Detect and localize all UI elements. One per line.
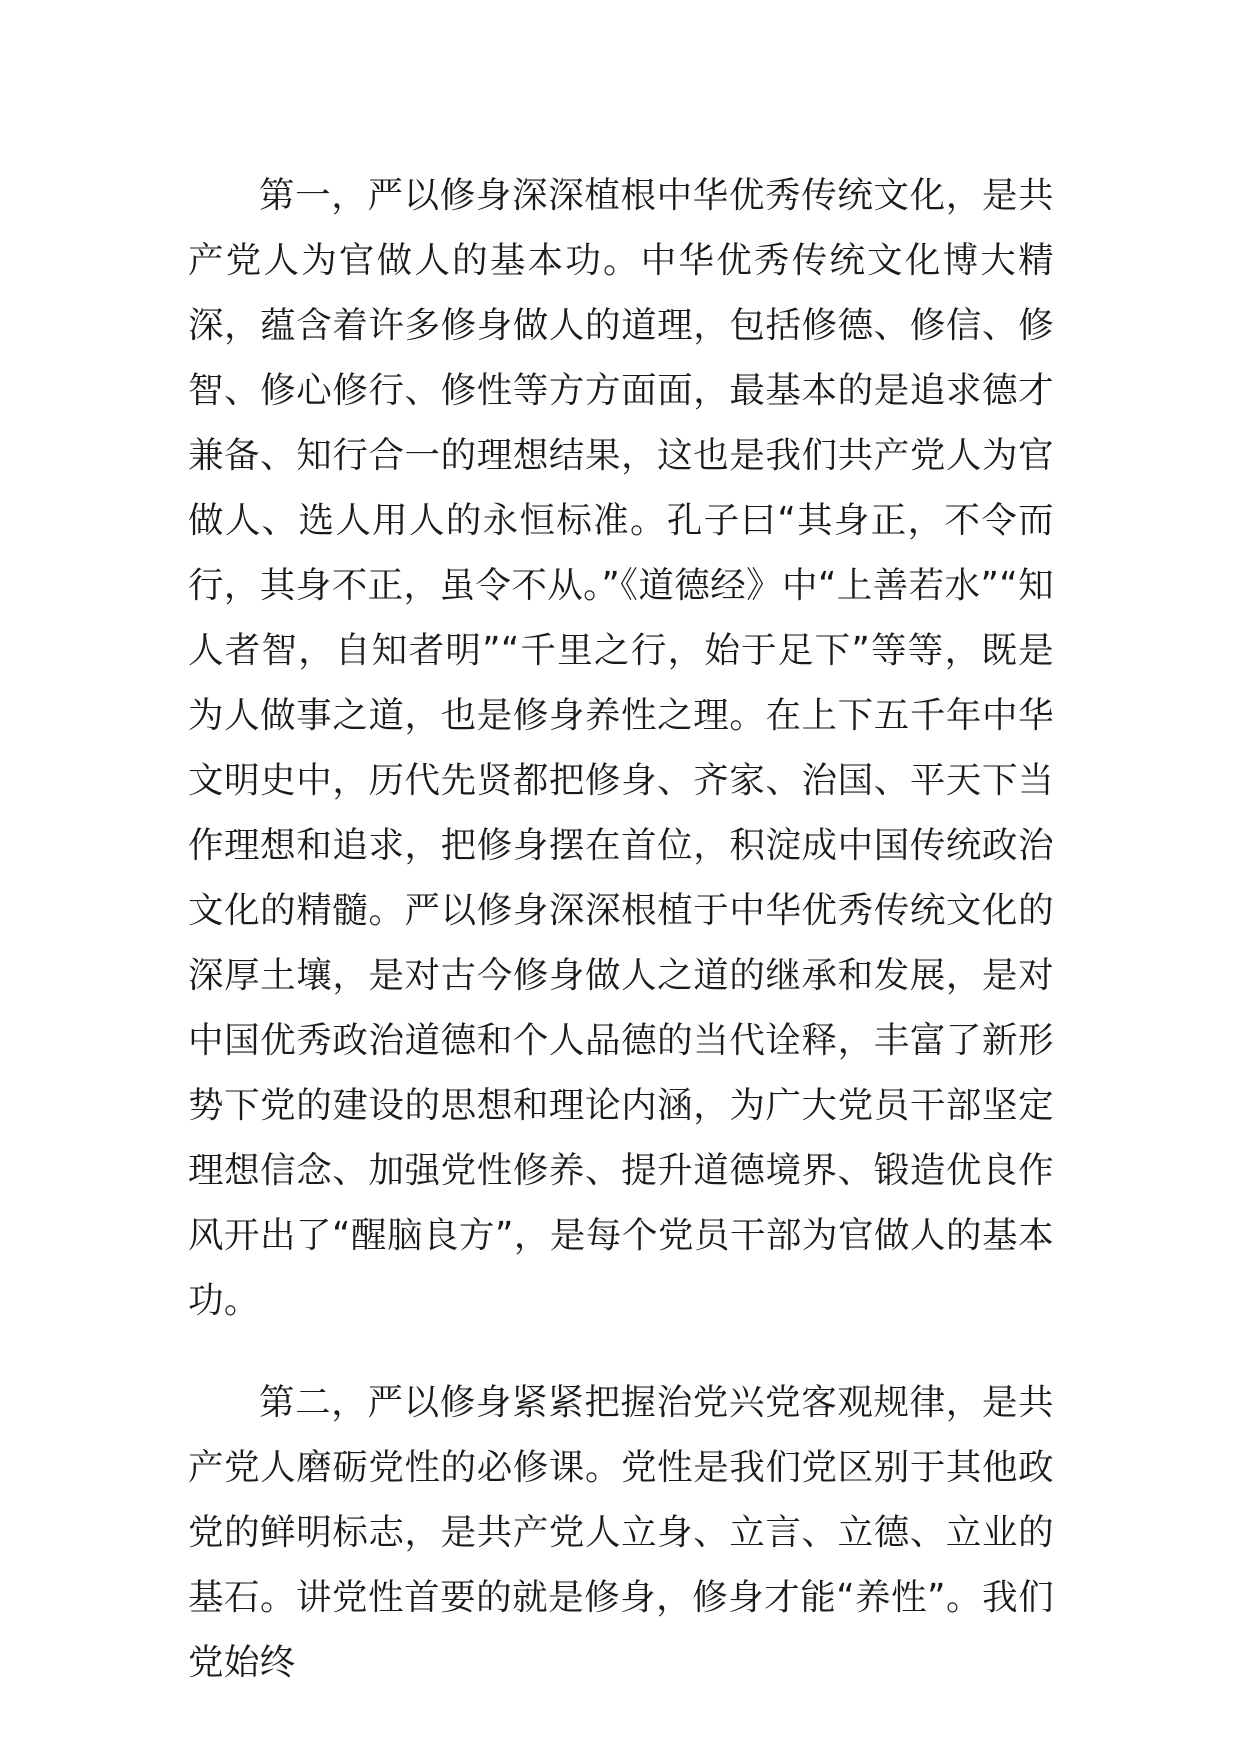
paragraph-second: 第二，严以修身紧紧把握治党兴党客观规律，是共产党人磨砺党性的必修课。党性是我们党区别于其他政党的鲜明标志，是共产党人立身、立言、立德、立业的基石。讲党性首要的就是修身，修身才能“养性”。我们党始终 [188, 1382, 1054, 1683]
document-body [188, 163, 1054, 1695]
paragraph-first: 第一，严以修身深深植根中华优秀传统文化，是共产党人为官做人的基本功。中华优秀传统文化博大精深，蕴含着许多修身做人的道理，包括修德、修信、修智、修心修行、修性等方方面面，最基本的是追求德才兼备、知行合一的理想结果，这也是我们共产党人为官做人、选人用人的永恒标准。孔子曰“其身正，不令而行，其身不正，虽令不从。”《道德经》中“上善若水”“知人者智，自知者明”“千里之行，始于足下”等等，既是为人做事之道，也是修身养性之理。在上下五千年中华文明史中，历代先贤都把修身、齐家、治国、平天下当作理想和追求，把修身摆在首位，积淀成中国传统政治文化的精髓。严以修身深深根植于中华优秀传统文化的深厚土壤，是对古今修身做人之道的继承和发展，是对中国优秀政治道德和个人品德的当代诠释，丰富了新形势下党的建设的思想和理论内涵，为广大党员干部坚定理想信念、加强党性修养、提升道德境界、锻造优良作风开出了“醒脑良方”，是每个党员干部为官做人的基本功。 [188, 175, 1054, 1321]
